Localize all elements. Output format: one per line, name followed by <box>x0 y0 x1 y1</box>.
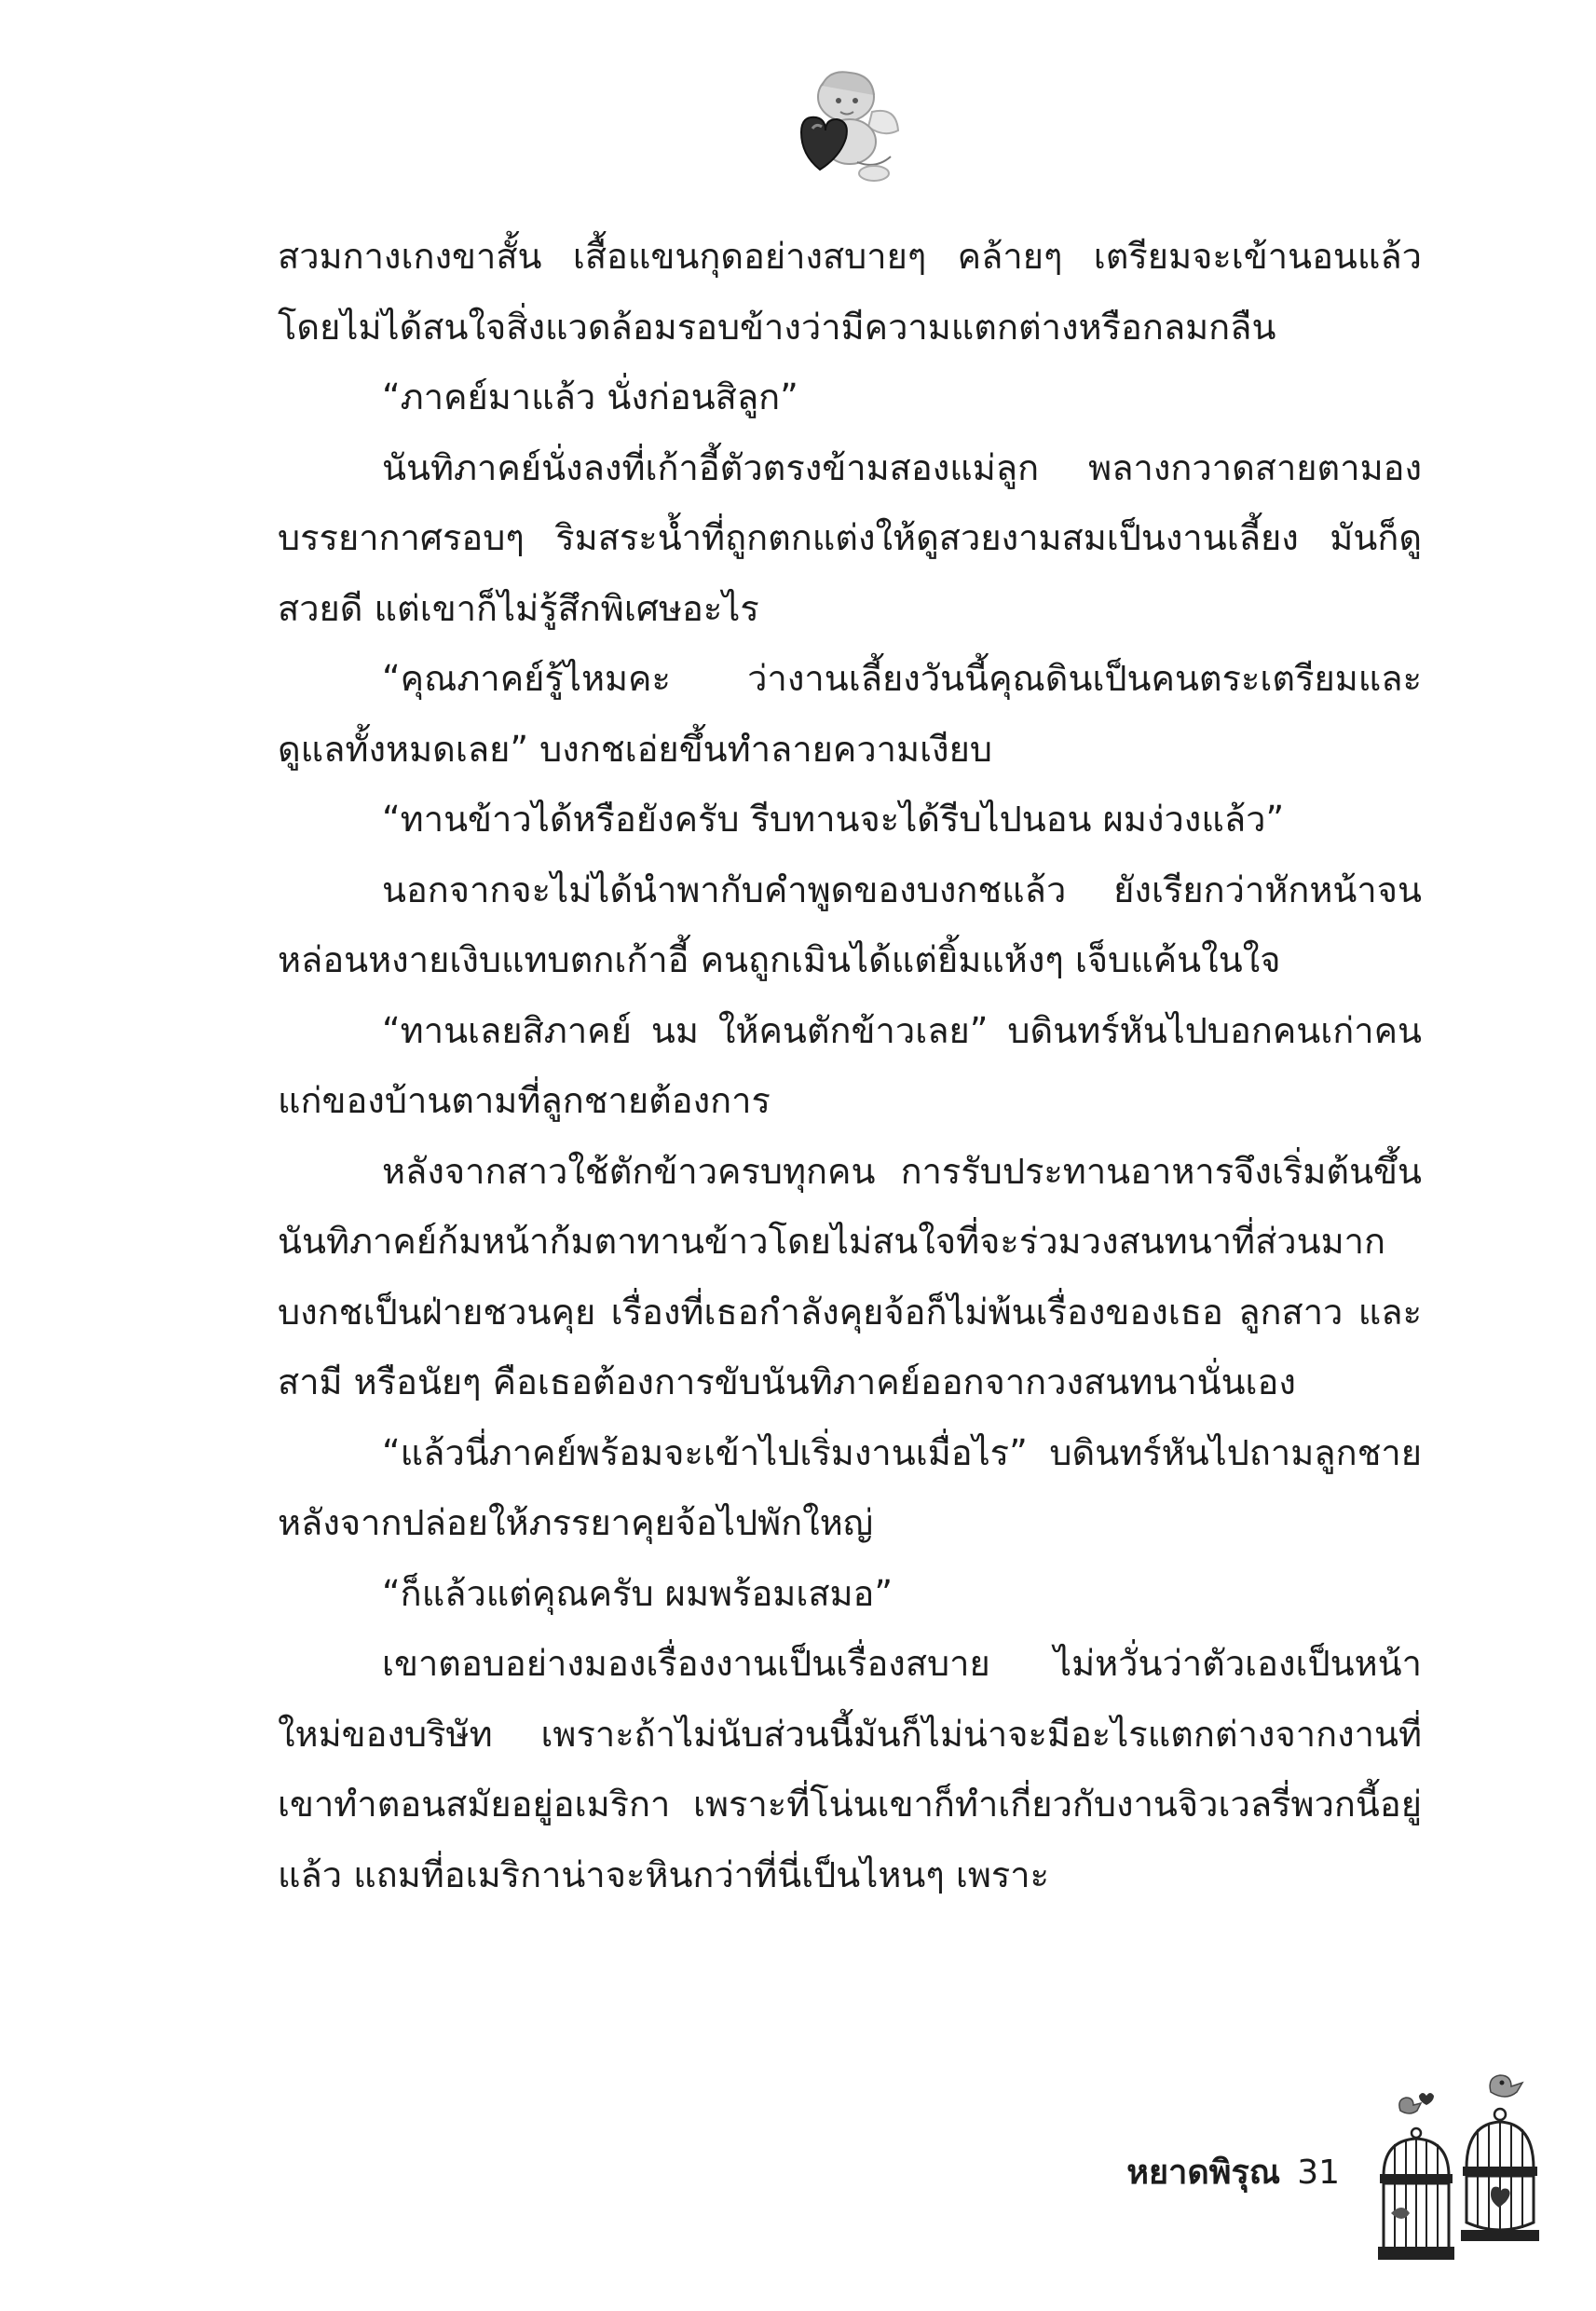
paragraph: สวมกางเกงขาสั้น เสื้อแขนกุดอย่างสบายๆ คล้ายๆ เตรียมจะเข้านอนแล้ว โดยไม่ได้สนใจสิ่งแวดล้อมรอบข้างว่ามีความแตกต่างหรือกลมกลืน <box>278 236 1422 348</box>
paragraph: “ทานข้าวได้หรือยังครับ รีบทานจะได้รีบไปนอน ผมง่วงแล้ว” <box>382 799 1285 840</box>
paragraph: “แล้วนี่ภาคย์พร้อมจะเข้าไปเริ่มงานเมื่อไร” บดินทร์หันไปถามลูกชายหลังจากปล่อยให้ภรรยาคุยจ้อไปพักใหญ่ <box>278 1431 1422 1543</box>
body-text <box>278 222 1422 1910</box>
paragraph: “คุณภาคย์รู้ไหมคะ ว่างานเลี้ยงวันนี้คุณดินเป็นคนตระเตรียมและดูแลทั้งหมดเลย” บงกชเอ่ยขึ้นทำลายความเงียบ <box>278 658 1422 770</box>
book-title: หยาดพิรุณ <box>1126 2154 1281 2192</box>
cupid-heart-ornament <box>764 65 904 186</box>
page-number: 31 <box>1297 2154 1340 2192</box>
paragraph: “ภาคย์มาแล้ว นั่งก่อนสิลูก” <box>382 376 798 417</box>
birdcage-icon <box>1365 2083 1467 2269</box>
page-footer <box>1107 2153 1340 2194</box>
paragraph: นันทิภาคย์นั่งลงที่เก้าอี้ตัวตรงข้ามสองแม่ลูก พลางกวาดสายตามองบรรยากาศรอบๆ ริมสระน้ำที่ถูกตกแต่งให้ดูสวยงามสมเป็นงานเลี้ยง มันก็ดูสวยดี แต่เขาก็ไม่รู้สึกพิเศษอะไร <box>278 446 1422 629</box>
birdcage-icon <box>1453 2064 1551 2250</box>
paragraph: หลังจากสาวใช้ตักข้าวครบทุกคน การรับประทานอาหารจึงเริ่มต้นขึ้น นันทิภาคย์ก้มหน้าก้มตาทานข้าวโดยไม่สนใจที่จะร่วมวงสนทนาที่ส่วนมากบงกชเป็นฝ่ายชวนคุย เรื่องที่เธอกำลังคุยจ้อก็ไม่พ้นเรื่องของเธอ ลูกสาว และสามี หรือนัยๆ คือเธอต้องการขับนันทิภาคย์ออกจากวงสนทนานั่นเอง <box>278 1150 1422 1402</box>
paragraph: “ก็แล้วแต่คุณครับ ผมพร้อมเสมอ” <box>382 1572 893 1614</box>
paragraph: นอกจากจะไม่ได้นำพากับคำพูดของบงกชแล้ว ยังเรียกว่าหักหน้าจนหล่อนหงายเงิบแทบตกเก้าอี้ คนถูกเมินได้แต่ยิ้มแห้งๆ เจ็บแค้นในใจ <box>278 868 1422 980</box>
paragraph: “ทานเลยสิภาคย์ นม ให้คนตักข้าวเลย” บดินทร์หันไปบอกคนเก่าคนแก่ของบ้านตามที่ลูกชายต้องการ <box>278 1009 1422 1121</box>
paragraph: เขาตอบอย่างมองเรื่องงานเป็นเรื่องสบาย ไม่หวั่นว่าตัวเองเป็นหน้าใหม่ของบริษัท เพราะถ้าไม่นับส่วนนี้มันก็ไม่น่าจะมีอะไรแตกต่างจากงานที่เขาทำตอนสมัยอยู่อเมริกา เพราะที่โน่นเขาก็ทำเกี่ยวกับงานจิวเวลรี่พวกนี้อยู่แล้ว แถมที่อเมริกาน่าจะหินกว่าที่นี่เป็นไหนๆ เพราะ <box>278 1643 1422 1895</box>
